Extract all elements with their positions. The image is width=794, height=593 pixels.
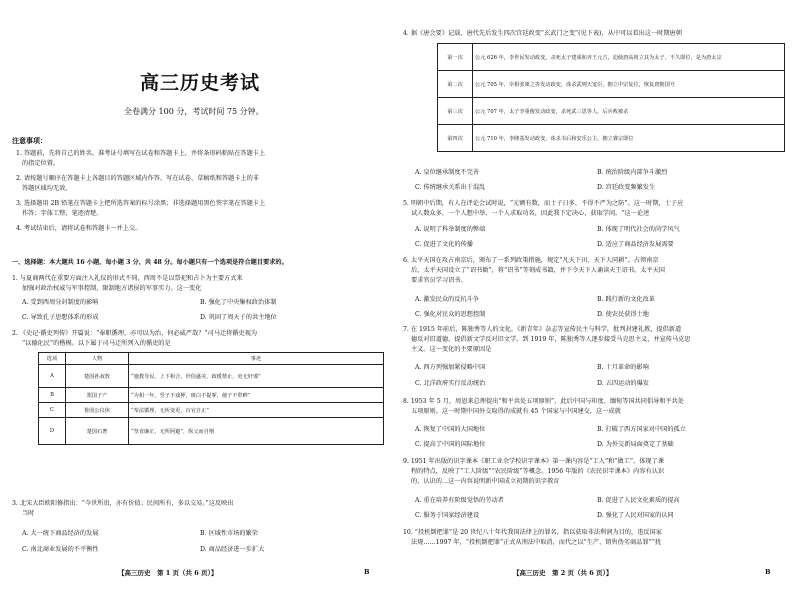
q5-stem: 5. 明朝中后期，有人在评论会试时说，“元额有数，而士子日多，不得不严为之防”。这一时期，士子应: [403, 200, 684, 207]
table-header-row: [39, 353, 384, 365]
q5-stem: 试人数众多，一个人想中举，一个人求取功名，因此我下定决心，获取学问。“这一论述: [411, 210, 650, 217]
notice-title: 注意事项：: [12, 136, 47, 145]
q5-option-b: B. 体现了明代社会的尚学风气: [597, 226, 680, 233]
q6-stem: 要求官员学习诏书。: [411, 277, 467, 284]
q2-table: [38, 352, 384, 445]
notice-line: 作答；字体工整，笔迹清楚。: [22, 210, 103, 217]
table-cell: D: [39, 418, 66, 445]
q9-option-d: D. 强化了人民对国家的认同: [597, 512, 674, 519]
q9-stem: 9. 1951 年出版的识字课本《职工业余学校识字课本》第一课内容是“工人”和“做工”，体现了课: [403, 458, 664, 465]
q10-stem: 法规……1997 年，“投机倒把罪”正式从刑法中取消，而代之以“生产、销售伪劣商品罪”“扰: [411, 539, 662, 546]
table-cell: “坚直廉正，无所阿避”，纵父而自刎: [129, 418, 384, 445]
q9-option-b: B. 促进了人民文化素质的提高: [597, 497, 680, 504]
q9-option-a: A. 重在培养有阶级觉悟的劳动者: [415, 497, 504, 504]
q6-stem: 后，太平天国设立了“诏书衙”，将“诏书”等刻成书籍，并下令天下人诵读天王诏书。太平天国: [411, 267, 665, 274]
q5-option-d: D. 适应了商品经济发展需要: [597, 241, 674, 248]
notice-line: 的指定位置。: [22, 160, 60, 167]
q4-option-a: A. 皇位继承制度不完善: [415, 169, 480, 176]
q6-option-a: A. 激发民众的反抗斗争: [415, 296, 480, 303]
table-header-cell: 人物: [66, 353, 129, 365]
q6-option-c: C. 强化对民众的思想控制: [415, 311, 486, 318]
table-cell: “为相一年，竖子不戏狎，斑白不提挈，僮子不犁畔”: [129, 388, 384, 403]
q9-stem: 的、认识的…这一内容说明新中国成立初期的识字教育: [411, 478, 560, 485]
table-row: [39, 388, 384, 403]
table-cell: 鲁国公仪休: [66, 403, 129, 418]
q3-option-b: B. 区域性市场的繁荣: [200, 530, 258, 537]
q10-stem: 10. “投机倒把罪”是 20 世纪八十年代我国法律上的罪名，指以获取非法利润为目的，违反国家: [403, 529, 662, 536]
q4-table: [437, 43, 785, 152]
q7-stem: 德反对旧道德，提倡新文学反对旧文学。到 1919 年，陈独秀等人逐步接受马克思主义，并宣传马克思: [411, 336, 691, 343]
table-cell: 第二次: [438, 71, 473, 98]
q6-option-b: B. 践行新的文化改革: [597, 296, 655, 303]
q8-option-c: C. 提高了中国的国际地位: [415, 441, 486, 448]
table-cell: 郑国子产: [66, 388, 129, 403]
paper-version-mark: B: [765, 568, 771, 576]
table-cell: 公元 626 年，李世民发动政变，杀死太子建成和齐王元吉，迫使唐高祖立其为太子，不久即位，是为唐太宗: [473, 44, 785, 71]
table-row: [438, 125, 785, 152]
exam-title: 高三历史考试: [140, 72, 261, 94]
paper-version-mark: B: [364, 568, 370, 576]
q9-option-c: C. 服务于国家经济建设: [415, 512, 480, 519]
notice-line: 3. 选择题用 2B 铅笔在答题卡上把所选答案的标号涂黑；非选择题用黑色签字笔在答题卡上: [16, 200, 266, 207]
page-footer: 【高三历史 第 2 页（共 6 页）】: [513, 569, 613, 577]
q4-option-b: B. 统治阶级内部争斗激烈: [597, 169, 668, 176]
q8-option-d: D. 为外交新局面奠定了基础: [597, 441, 674, 448]
q4-stem: 4. 据《唐会要》记载，唐代先后发生四次宫廷政变“玄武门之变”(见下表)，从中可以看出这一时期唐朝: [403, 30, 682, 37]
q6-stem: 6. 太平天国在攻占南京后，颁布了一系列政策措施，规定“凡天下田，天下人同耕”。占领南京: [403, 257, 659, 264]
q7-stem: 主义。这一变化的主要原因是: [411, 346, 492, 353]
table-row: [438, 98, 785, 125]
table-row: [438, 44, 785, 71]
table-cell: 第一次: [438, 44, 473, 71]
q7-option-a: A. 西方列强加紧侵略中国: [415, 364, 486, 371]
q1-option-a: A. 受到西周分封制度的影响: [22, 299, 99, 306]
notice-line: 4. 考试结束后，请将试卷和答题卡一并上交。: [16, 225, 142, 232]
table-header-cell: 事迹: [129, 353, 384, 365]
q7-option-d: D. 五四运动的爆发: [597, 380, 649, 387]
q7-option-b: B. 十月革命的影响: [597, 364, 649, 371]
q3-option-c: C. 南北商业发展的不平衡性: [22, 546, 99, 553]
table-row: [39, 365, 384, 388]
table-cell: 楚国孙叔敖: [66, 365, 129, 388]
q2-stem: “以德化民”的楷模。以下属于司马迁所列入的循吏的是: [22, 340, 171, 347]
table-cell: 楚国石奢: [66, 418, 129, 445]
q1-option-d: D. 巩固了周天子的共主地位: [200, 314, 277, 321]
q6-option-d: D. 使农民获得土地: [597, 311, 649, 318]
q4-option-c: C. 传统继承关系出于混乱: [415, 184, 486, 191]
q8-option-a: A. 恢复了中国的大国地位: [415, 426, 486, 433]
table-cell: 公元 707 年，太子李重俊发动政变，杀死武三思等人，后兵败被杀: [473, 98, 785, 125]
notice-line: 1. 答题前，先将自己的姓名、准考证号填写在试卷和答题卡上，并将条形码粘贴在答题卡上: [16, 150, 266, 157]
q4-option-d: D. 宫廷政变频繁发生: [597, 184, 656, 191]
q8-option-b: B. 打破了西方国家对中国的孤立: [597, 426, 686, 433]
table-cell: 公元 705 年，宰相张柬之等发动政变，诛杀武则天宠臣，拥立中宗复位，恢复唐朝国号: [473, 71, 785, 98]
table-row: [39, 418, 384, 445]
q7-option-c: C. 北洋政府实行反动统治: [415, 380, 486, 387]
q5-option-c: C. 促进了文化的传播: [415, 241, 473, 248]
table-row: [438, 71, 785, 98]
table-cell: C: [39, 403, 66, 418]
table-row: [39, 403, 384, 418]
q3-option-a: A. 大一统下商品经济的发展: [22, 530, 99, 537]
table-cell: 第四次: [438, 125, 473, 152]
q8-stem: 五项原则。这一时期中国外交取得的成就有 45 个国家与中国建交，这一成就: [411, 408, 621, 415]
q8-stem: 8. 1953 年 5 月，周恩来总理提出“和平共处五项原则”，此后中国与印度、缅甸等国共同倡导和平共处: [403, 398, 685, 405]
exam-subtitle: 全卷满分 100 分，考试时间 75 分钟。: [124, 107, 264, 116]
q2-stem: 2. 《史记·循吏列传》开篇说：“奉职循理，亦可以为治，何必威严哉？”司马迁将循吏视为: [12, 330, 258, 337]
q1-stem: 加强对政治权威与军事控制，限制地方诸侯的军事实力。这一变化: [22, 285, 202, 292]
q9-stem: 程的特点，反映了“工人阶级”“农民阶级”等概念。1956 年版的《农民识字课本》内容有认识: [411, 468, 665, 475]
q7-stem: 7. 在 1915 年前后，陈独秀等人的文化，《新青年》杂志等宣传民主与科学，批判封建礼教，提倡新道: [403, 326, 682, 333]
table-cell: “奉法循理，无所变更，百官自正”: [129, 403, 384, 418]
page-2: [397, 0, 794, 593]
table-cell: B: [39, 388, 66, 403]
page-footer: 【高三历史 第 1 页（共 6 页）】: [118, 569, 218, 577]
q1-stem: 1. 与夏商两代在重要方面注入礼仪的形式不同，西周不是以祭祀和占卜为主要方式来: [12, 275, 243, 282]
q3-stem: 当时: [22, 510, 35, 517]
q3-option-d: D. 商品经济进一步扩大: [200, 546, 265, 553]
section-heading: 一、选择题：本大题共 16 小题，每小题 3 分，共 48 分。每小题只有一个选项是符合题目要求的。: [12, 259, 288, 266]
notice-line: 答题区域均无效。: [22, 185, 72, 192]
q1-option-b: B. 强化了中央集权政治体制: [200, 299, 277, 306]
table-cell: A: [39, 365, 66, 388]
table-header-cell: 选项: [39, 353, 66, 365]
q5-option-a: A. 说明了科举制度的弊端: [415, 226, 486, 233]
q1-option-c: C. 导致孔子思想体系的形成: [22, 314, 99, 321]
notice-line: 2. 请按题号顺序在答题卡上各题目的答题区域内作答，写在试卷、草稿纸和答题卡上的非: [16, 175, 259, 182]
table-cell: 公元 710 年，李隆基发动政变，诛杀韦后和安乐公主，拥立睿宗即位: [473, 125, 785, 152]
table-cell: 第三次: [438, 98, 473, 125]
q3-stem: 3. 北宋大臣欧阳修指出：“今世所贵，亦有价值；民间所有，多以交易。”这反映出: [12, 500, 234, 507]
table-cell: “施教导民，上下和合，世俗盛美，政缓禁止，吏无奸邪”: [129, 365, 384, 388]
